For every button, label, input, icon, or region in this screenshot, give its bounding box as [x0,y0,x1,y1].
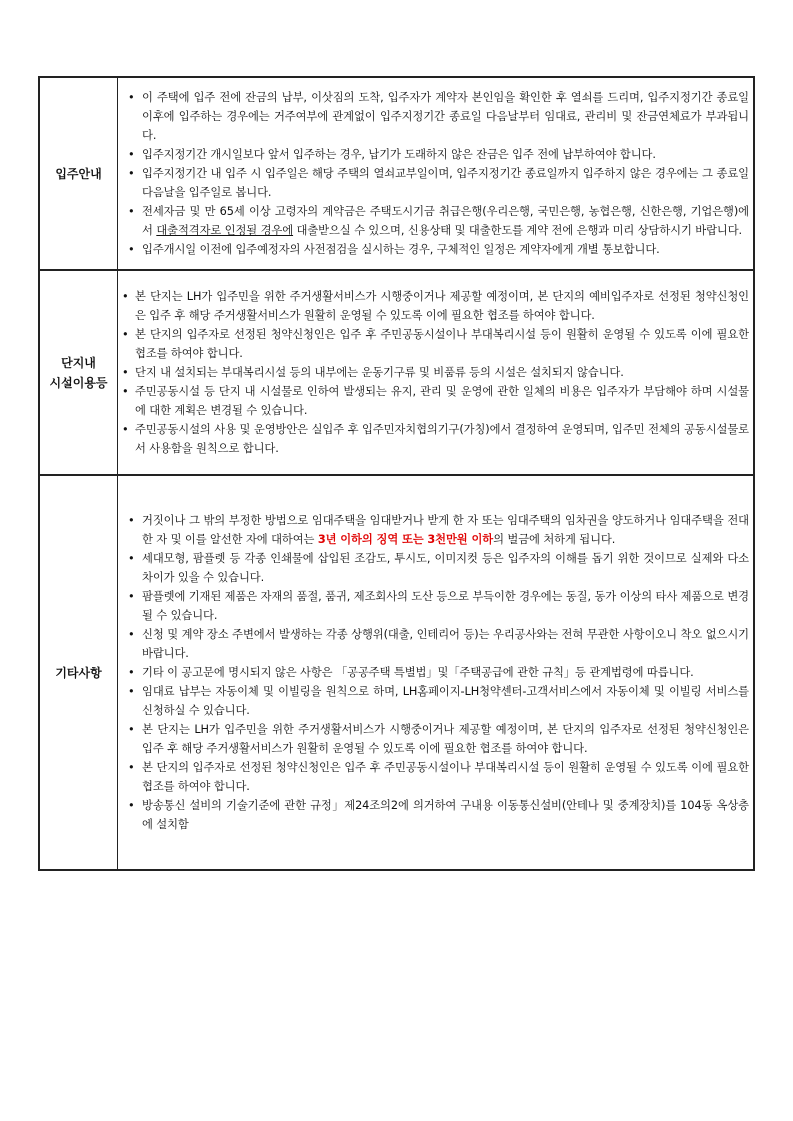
bullet-item [122,511,749,549]
section-header-facilities [39,270,118,475]
bullet-text: 임대료 납부는 자동이체 및 이빌링을 원칙으로 하며, LH홈페이지-LH청약센터-고객서비스에서 자동이체 및 이빌링 서비스를 신청하실 수 있습니다. [142,685,749,717]
section-row-facilities [39,270,754,475]
section-content-move-in [118,77,755,270]
section-row-other [39,475,754,870]
bullet-item [122,420,749,458]
bullet-item [122,625,749,663]
bullet-text: 대출받으실 수 있으며, 신용상태 및 대출한도를 계약 전에 은행과 미리 상담하시기 바랍니다. [293,224,743,237]
penalty-highlight: 3년 이하의 징역 또는 3천만원 이하 [317,533,494,546]
bullet-text: 단지 내 설치되는 부대복리시설 등의 내부에는 운동기구류 및 비품류 등의 시설은 설치되지 않습니다. [135,366,624,379]
bullet-list [122,511,749,834]
section-header-move-in [39,77,118,270]
bullet-item [122,758,749,796]
bullet-item [122,382,749,420]
bullet-text: 본 단지의 입주자로 선정된 청약신청인은 입주 후 주민공동시설이나 부대복리시설 등이 원활히 운영될 수 있도록 이에 필요한 협조를 하여야 합니다. [135,328,749,360]
bullet-text: 주민공동시설의 사용 및 운영방안은 실입주 후 입주민자치협의기구(가칭)에서 결정하여 운영되며, 입주민 전체의 공동시설물로서 사용함을 원칙으로 합니다. [135,423,749,455]
bullet-text: 본 단지의 입주자로 선정된 청약신청인은 입주 후 주민공동시설이나 부대복리시설 등이 원활히 운영될 수 있도록 이에 필요한 협조를 하여야 합니다. [142,761,749,793]
section-row-move-in [39,77,754,270]
underlined-text: 대출적격자로 인정될 경우에 [156,224,294,237]
bullet-text: 이 주택에 입주 전에 잔금의 납부, 이삿짐의 도착, 입주자가 계약자 본인임을 확인한 후 열쇠를 드리며, 입주지정기간 종료일 이후에 입주하는 경우에는 거주여부에 관계없이 입주지정기간 종료일 다음날부터 임대료, 관리비 및 잔금연체료가 부과됩니다. [142,91,749,142]
section-content-other [118,475,755,870]
bullet-text: 전세자금 및 만 65세 이상 고령자의 계약금은 주택도시기금 취급은행(우리은행, 국민은행, 농협은행, 신한은행, 기업은행)에서 [142,205,749,237]
bullet-item [122,240,749,259]
section-header-label: 기타사항 [55,665,102,680]
bullet-item [122,287,749,325]
bullet-item [122,549,749,587]
bullet-item [122,796,749,834]
bullet-text: 입주지정기간 개시일보다 앞서 입주하는 경우, 납기가 도래하지 않은 잔금은 입주 전에 납부하여야 합니다. [142,148,656,161]
bullet-text: 주민공동시설 등 단지 내 시설물로 인하여 발생되는 유지, 관리 및 운영에 관한 일체의 비용은 입주자가 부담해야 하며 시설물에 대한 계획은 변경될 수 있습니다. [135,385,749,417]
bullet-text: 팜플렛에 기재된 제품은 자재의 품절, 품귀, 제조회사의 도산 등으로 부득이한 경우에는 동질, 동가 이상의 타사 제품으로 변경될 수 있습니다. [142,590,749,622]
bullet-list [122,88,749,259]
bullet-text: 거짓이나 그 밖의 부정한 방법으로 임대주택을 임대받거나 받게 한 자 또는 임대주택의 임차권을 양도하거나 임대주택을 전대한 자 및 이를 알선한 자에 대하여는 [142,514,749,546]
bullet-item [122,682,749,720]
bullet-item [122,363,749,382]
section-header-label: 단지내 시설이용등 [49,355,108,390]
bullet-text: 본 단지는 LH가 입주민을 위한 주거생활서비스가 시행중이거나 제공할 예정이며, 본 단지의 예비입주자로 선정된 청약신청인은 입주 후 해당 주거생활서비스가 원활히 운영될 수 있도록 이에 필요한 협조를 하여야 합니다. [135,290,749,322]
section-header-other [39,475,118,870]
bullet-item [122,88,749,145]
notice-table [38,76,755,871]
bullet-item [122,720,749,758]
bullet-text: 기타 이 공고문에 명시되지 않은 사항은 「공공주택 특별법」및「주택공급에 관한 규칙」등 관계법령에 따릅니다. [142,666,694,679]
bullet-text: 방송통신 설비의 기술기준에 관한 규정」제24조의2에 의거하여 구내용 이동통신설비(안테나 및 중계장치)를 104동 옥상층에 설치함 [142,799,749,831]
bullet-item [122,663,749,682]
bullet-text: 입주지정기간 내 입주 시 입주일은 해당 주택의 열쇠교부일이며, 입주지정기간 종료일까지 입주하지 않은 경우에는 그 종료일 다음날을 입주일로 봅니다. [142,167,749,199]
bullet-item [122,164,749,202]
bullet-text: 신청 및 계약 장소 주변에서 발생하는 각종 상행위(대출, 인테리어 등)는 우리공사와는 전혀 무관한 사항이오니 착오 없으시기 바랍니다. [142,628,749,660]
bullet-text: 입주개시일 이전에 입주예정자의 사전점검을 실시하는 경우, 구체적인 일정은 계약자에게 개별 통보합니다. [142,243,660,256]
bullet-list [122,287,749,458]
section-header-label: 입주안내 [55,166,102,181]
bullet-item [122,325,749,363]
bullet-text: 본 단지는 LH가 입주민을 위한 주거생활서비스가 시행중이거나 제공할 예정이며, 본 단지의 입주자로 선정된 청약신청인은 입주 후 해당 주거생활서비스가 원활히 운영될 수 있도록 이에 필요한 협조를 하여야 합니다. [142,723,749,755]
bullet-text: 세대모형, 팜플렛 등 각종 인쇄물에 삽입된 조감도, 투시도, 이미지컷 등은 입주자의 이해를 돕기 위한 것이므로 실제와 다소 차이가 있을 수 있습니다. [142,552,749,584]
bullet-item [122,145,749,164]
bullet-item [122,202,749,240]
section-content-facilities [118,270,755,475]
bullet-item [122,587,749,625]
bullet-text: 의 벌금에 처하게 됩니다. [493,533,616,546]
